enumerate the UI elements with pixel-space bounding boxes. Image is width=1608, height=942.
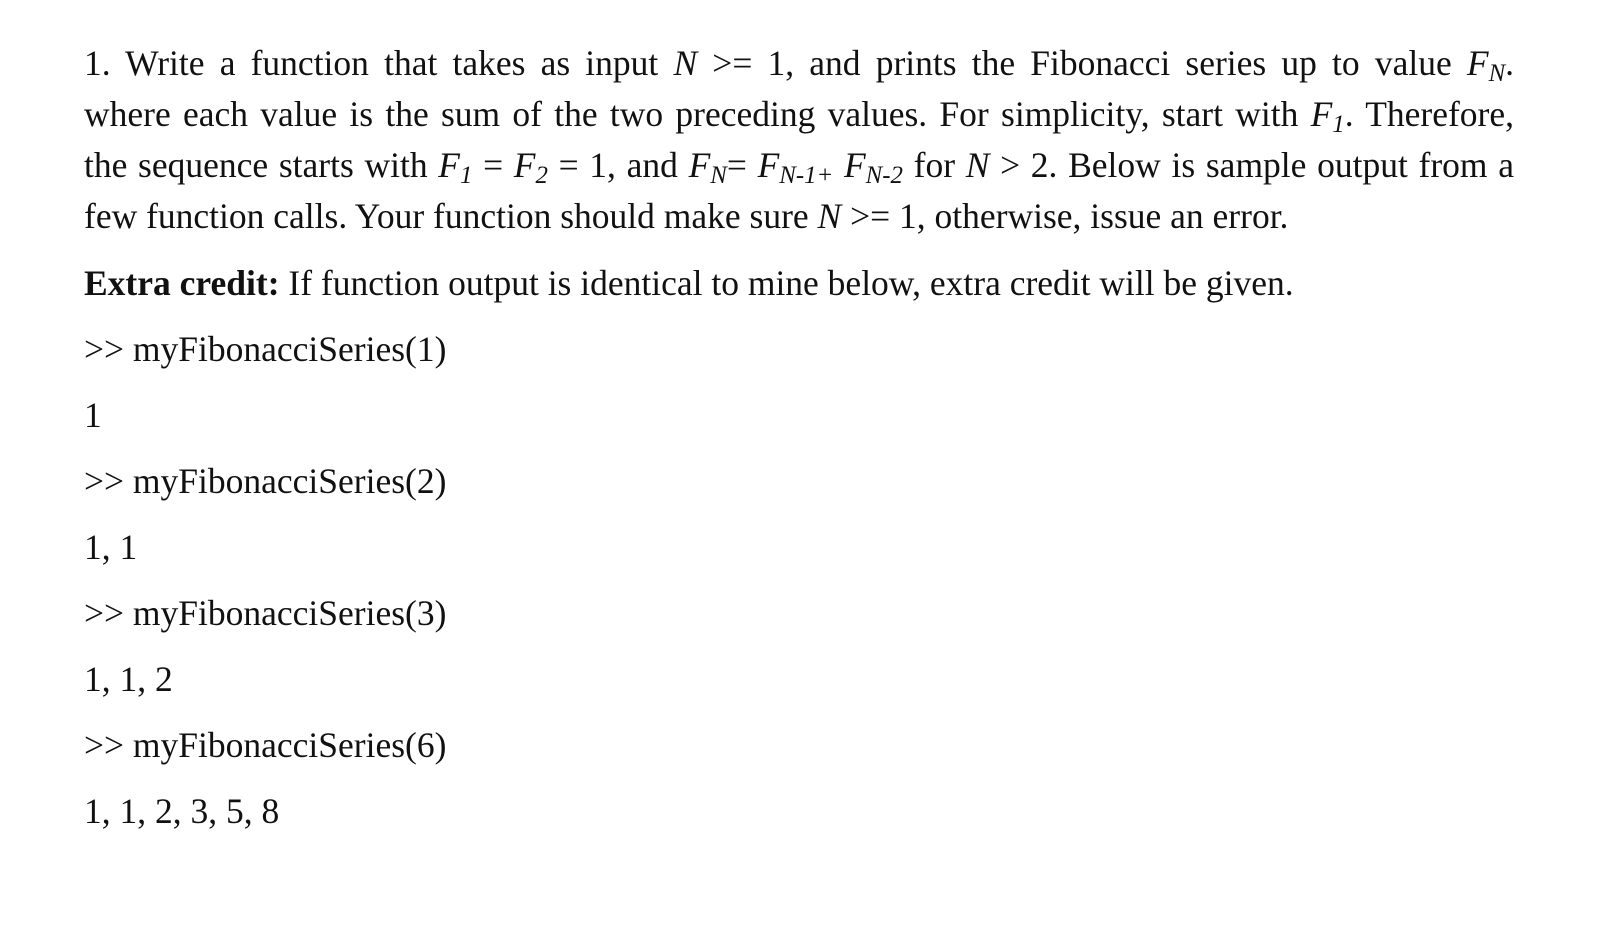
math-subscript: N	[710, 162, 727, 190]
example-output-2: 1, 1	[84, 527, 138, 567]
math-subscript: N-2	[865, 162, 903, 190]
question-line-1	[84, 40, 1514, 91]
question-line-2	[84, 91, 1514, 142]
text: > 2. Below is sample output from a	[989, 145, 1514, 185]
text	[833, 145, 844, 185]
text: =	[726, 145, 758, 185]
math-subscript: 1	[459, 162, 473, 190]
question-line-4	[84, 193, 1514, 240]
math-var: F	[513, 145, 536, 185]
math-var: F	[438, 145, 460, 185]
text: >= 1, otherwise, issue an error.	[841, 196, 1289, 236]
text: the sequence starts with	[84, 145, 439, 185]
example-command-2: >> myFibonacciSeries(2)	[84, 461, 447, 501]
example-command-4: >> myFibonacciSeries(6)	[84, 725, 447, 765]
text: = 1, and	[547, 145, 689, 185]
example-output-4: 1, 1, 2, 3, 5, 8	[84, 791, 280, 831]
example-command-3: >> myFibonacciSeries(3)	[84, 593, 447, 633]
math-var: F	[843, 145, 866, 185]
text: where each value is the sum of the two preceding values. For simplicity, start with	[84, 94, 1311, 134]
math-var: F	[1310, 94, 1333, 134]
math-var: F	[757, 145, 780, 185]
question-line-3	[84, 142, 1514, 193]
math-subscript: 1	[1332, 111, 1345, 139]
example-output-3: 1, 1, 2	[84, 659, 173, 699]
math-subscript: N	[1488, 60, 1506, 88]
text: few function calls. Your function should make sure	[84, 196, 818, 236]
math-var: N	[817, 196, 842, 236]
extra-credit-note	[84, 260, 1514, 307]
math-var: N	[673, 43, 698, 83]
text: 1. Write a function that takes as input	[84, 43, 674, 83]
math-var: F	[1466, 43, 1489, 83]
math-var: N	[965, 145, 990, 185]
text: for	[902, 145, 966, 185]
text: >= 1, and prints the Fibonacci series up to value	[697, 43, 1467, 83]
text: . Therefore,	[1344, 94, 1514, 134]
extra-credit-label: Extra credit:	[84, 263, 280, 303]
question-paragraph	[84, 40, 1514, 240]
math-subscript: N-1+	[779, 162, 834, 190]
text: .	[1505, 43, 1515, 83]
extra-credit-text: If function output is identical to mine below, extra credit will be given.	[279, 263, 1294, 303]
example-output-1: 1	[84, 395, 102, 435]
math-var: F	[688, 145, 711, 185]
example-command-1: >> myFibonacciSeries(1)	[84, 329, 447, 369]
text: =	[472, 145, 514, 185]
math-subscript: 2	[535, 162, 548, 190]
document	[84, 40, 1514, 835]
